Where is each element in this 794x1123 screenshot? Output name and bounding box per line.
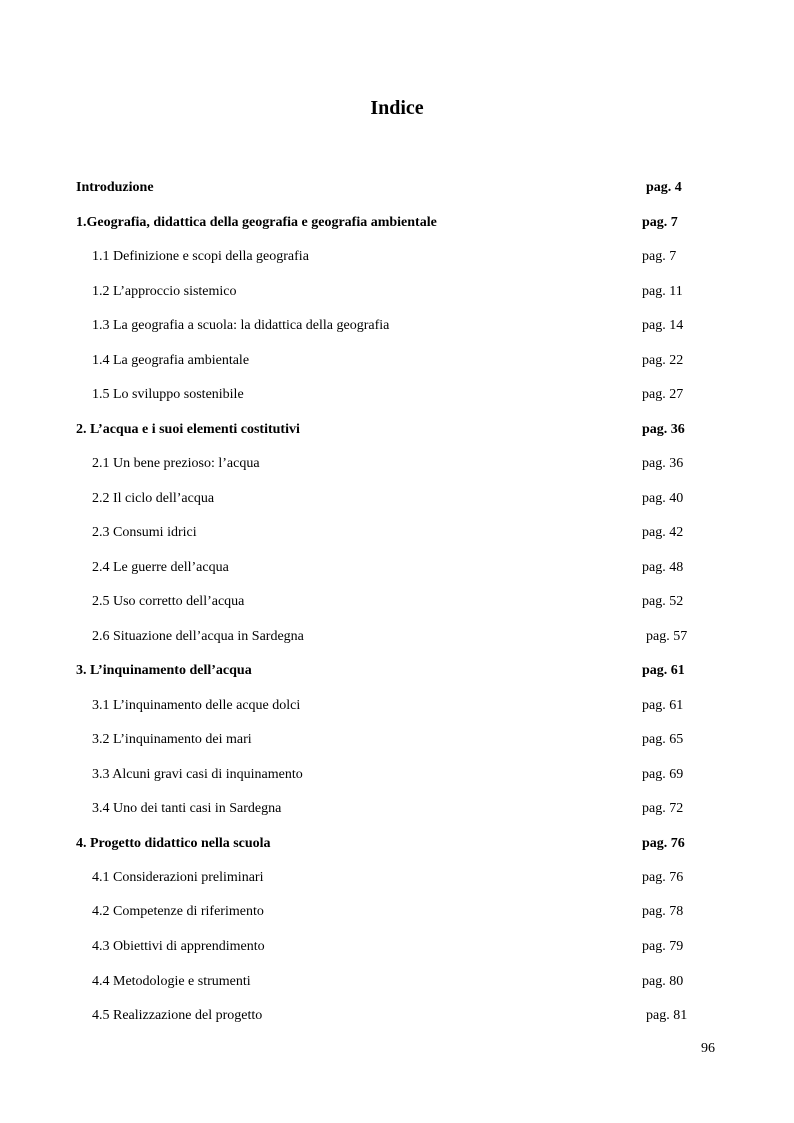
toc-chapter-3	[0, 659, 794, 683]
toc-entry-page: pag. 4	[646, 180, 682, 195]
toc-entry-introduction	[0, 176, 794, 200]
toc-entry-label: 2.5 Uso corretto dell’acqua	[92, 594, 245, 609]
toc-entry-label: 2.1 Un bene prezioso: l’acqua	[92, 456, 260, 471]
toc-entry-page: pag. 36	[642, 422, 685, 437]
toc-section-1-4	[0, 349, 794, 373]
page-number: 96	[701, 1041, 715, 1056]
toc-section-4-2	[0, 900, 794, 924]
toc-section-3-3	[0, 763, 794, 787]
toc-entry-label: 3.1 L’inquinamento delle acque dolci	[92, 698, 301, 713]
toc-entry-label: 4.5 Realizzazione del progetto	[92, 1008, 263, 1023]
toc-entry-page: pag. 22	[642, 353, 684, 368]
toc-entry-page: pag. 76	[642, 870, 684, 885]
toc-section-4-4	[0, 970, 794, 994]
toc-entry-page: pag. 14	[642, 318, 684, 333]
toc-section-2-4	[0, 556, 794, 580]
toc-section-3-4	[0, 797, 794, 821]
toc-entry-label: 2.6 Situazione dell’acqua in Sardegna	[92, 629, 304, 644]
toc-entry-page: pag. 48	[642, 560, 684, 575]
toc-entry-page: pag. 11	[642, 284, 683, 299]
toc-entry-page: pag. 80	[642, 974, 684, 989]
toc-entry-label: 3.4 Uno dei tanti casi in Sardegna	[92, 801, 282, 816]
toc-chapter-1	[0, 211, 794, 235]
toc-section-1-2	[0, 280, 794, 304]
toc-entry-label: 1.Geografia, didattica della geografia e geografia ambientale	[76, 215, 437, 230]
toc-entry-page: pag. 61	[642, 698, 684, 713]
toc-entry-label: Introduzione	[76, 180, 154, 195]
toc-section-4-3	[0, 935, 794, 959]
toc-entry-page: pag. 61	[642, 663, 685, 678]
toc-section-4-5	[0, 1004, 794, 1028]
toc-entry-label: 2. L’acqua e i suoi elementi costitutivi	[76, 422, 300, 437]
toc-entry-label: 4.1 Considerazioni preliminari	[92, 870, 264, 885]
toc-entry-page: pag. 72	[642, 801, 684, 816]
toc-entry-label: 1.3 La geografia a scuola: la didattica della geografia	[92, 318, 390, 333]
toc-entry-page: pag. 79	[642, 939, 684, 954]
toc-section-1-3	[0, 314, 794, 338]
toc-entry-page: pag. 27	[642, 387, 684, 402]
toc-entry-page: pag. 65	[642, 732, 684, 747]
toc-section-2-3	[0, 521, 794, 545]
toc-entry-page: pag. 69	[642, 767, 684, 782]
toc-entry-label: 4.4 Metodologie e strumenti	[92, 974, 251, 989]
toc-entry-label: 1.4 La geografia ambientale	[92, 353, 250, 368]
toc-entry-page: pag. 78	[642, 904, 684, 919]
toc-chapter-2	[0, 418, 794, 442]
toc-entry-label: 1.2 L’approccio sistemico	[92, 284, 237, 299]
toc-entry-page: pag. 57	[646, 629, 688, 644]
toc-entry-page: pag. 7	[642, 249, 677, 264]
toc-entry-label: 4. Progetto didattico nella scuola	[76, 836, 271, 851]
toc-section-3-1	[0, 694, 794, 718]
toc-entry-page: pag. 36	[642, 456, 684, 471]
toc-chapter-4	[0, 832, 794, 856]
toc-section-3-2	[0, 728, 794, 752]
toc-entry-label: 1.1 Definizione e scopi della geografia	[92, 249, 309, 264]
toc-entry-label: 3.3 Alcuni gravi casi di inquinamento	[92, 767, 303, 782]
toc-entry-label: 4.2 Competenze di riferimento	[92, 904, 264, 919]
toc-section-4-1	[0, 866, 794, 890]
toc-section-2-5	[0, 590, 794, 614]
toc-entry-label: 3. L’inquinamento dell’acqua	[76, 663, 252, 678]
toc-entry-page: pag. 81	[646, 1008, 688, 1023]
toc-entry-page: pag. 40	[642, 491, 684, 506]
toc-section-1-1	[0, 245, 794, 269]
toc-entry-label: 3.2 L’inquinamento dei mari	[92, 732, 252, 747]
toc-entry-page: pag. 76	[642, 836, 685, 851]
toc-entry-label: 2.2 Il ciclo dell’acqua	[92, 491, 215, 506]
page-title: Indice	[370, 97, 424, 119]
toc-section-2-1	[0, 452, 794, 476]
toc-entry-label: 1.5 Lo sviluppo sostenibile	[92, 387, 244, 402]
toc-entry-label: 2.4 Le guerre dell’acqua	[92, 560, 229, 575]
toc-section-2-2	[0, 487, 794, 511]
toc-entry-page: pag. 52	[642, 594, 684, 609]
toc-section-1-5	[0, 383, 794, 407]
toc-entry-page: pag. 7	[642, 215, 678, 230]
toc-entry-label: 2.3 Consumi idrici	[92, 525, 197, 540]
toc-entry-page: pag. 42	[642, 525, 684, 540]
toc-section-2-6	[0, 625, 794, 649]
toc-entry-label: 4.3 Obiettivi di apprendimento	[92, 939, 265, 954]
